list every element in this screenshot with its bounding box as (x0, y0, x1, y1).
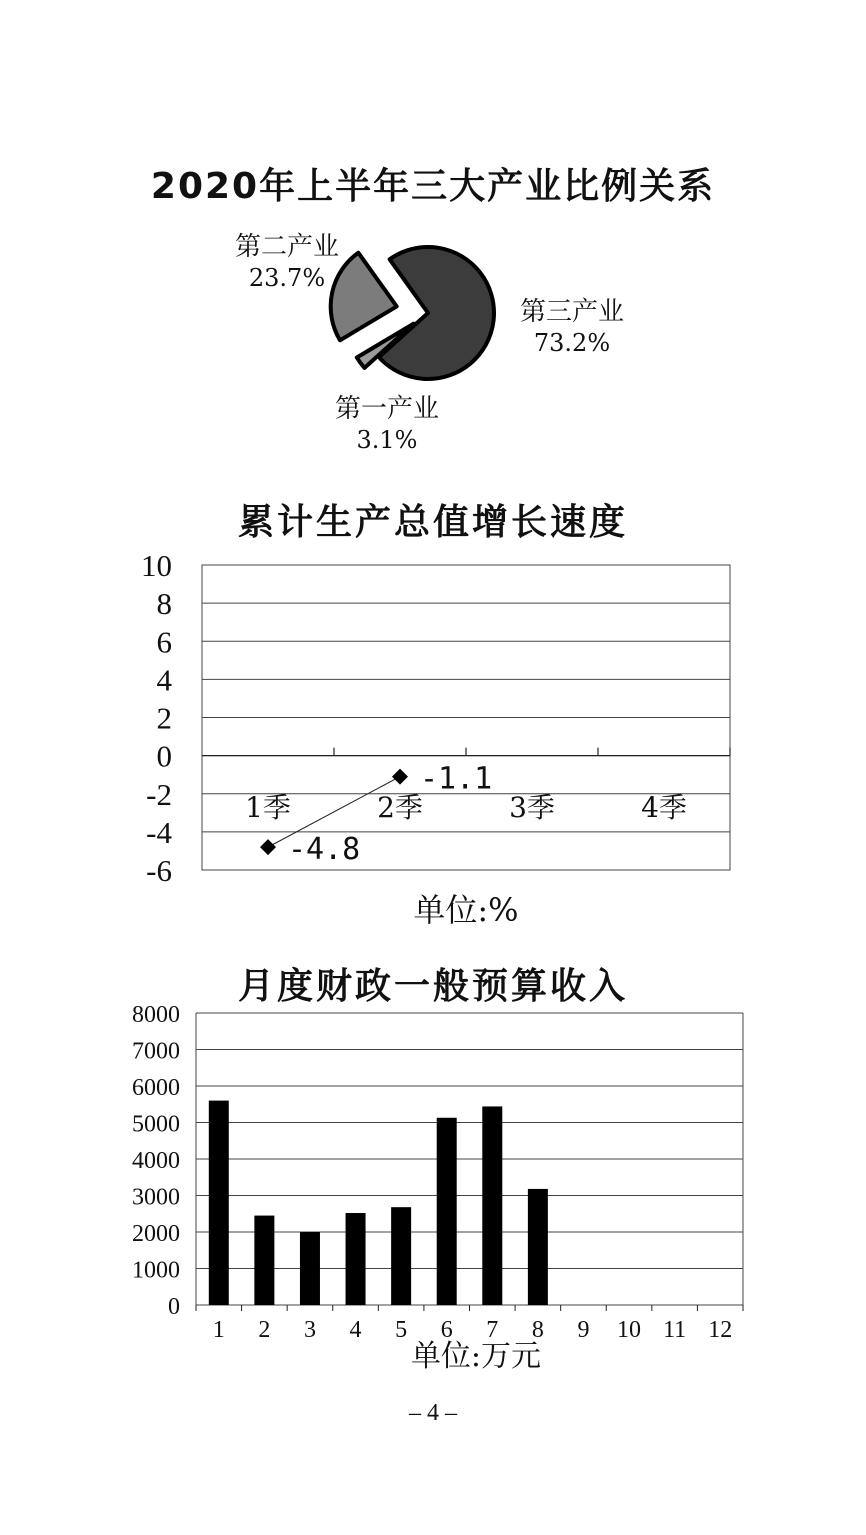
data-point-marker (392, 769, 408, 785)
x-tick-label: 2 (258, 1317, 271, 1343)
y-tick-label: 8000 (132, 1002, 180, 1028)
x-tick-label: 7 (486, 1317, 499, 1343)
y-tick-label: 6000 (132, 1075, 180, 1101)
x-tick-label: 5 (395, 1317, 408, 1343)
y-tick-label: 0 (168, 1294, 180, 1320)
y-tick-label: 0 (156, 738, 172, 774)
x-category-label: 2季 (377, 790, 423, 824)
y-tick-label: 2 (156, 700, 172, 736)
pie-slice-secondary (331, 253, 397, 341)
unit-label: 单位:% (413, 891, 519, 929)
x-category-label: 1季 (245, 790, 291, 824)
y-tick-label: 10 (141, 548, 172, 583)
pie-chart (0, 220, 866, 460)
data-label: -1.1 (420, 761, 493, 797)
pie-label-value-tertiary: 73.2% (533, 329, 611, 357)
bar (528, 1189, 548, 1305)
pie-label-value-secondary: 23.7% (248, 264, 326, 292)
y-tick-label: 1000 (132, 1257, 180, 1284)
page-number: – 4 – (409, 1400, 457, 1426)
bar (254, 1216, 274, 1305)
y-tick-label: 3000 (132, 1184, 180, 1211)
x-tick-label: 6 (440, 1317, 453, 1343)
y-tick-label: 4 (156, 662, 172, 698)
bar (209, 1101, 229, 1305)
y-tick-label: -6 (146, 853, 172, 888)
bar-chart (0, 1000, 866, 1380)
x-tick-label: 1 (212, 1317, 225, 1343)
bar (437, 1118, 457, 1305)
y-tick-label: 8 (156, 586, 172, 622)
y-tick-label: -4 (146, 814, 172, 850)
pie-chart-title: 2020年上半年三大产业比例关系 (150, 166, 716, 207)
pie-slice-tertiary (379, 247, 494, 379)
y-tick-label: 2000 (132, 1221, 180, 1247)
x-tick-label: 3 (303, 1317, 316, 1343)
x-tick-label: 10 (617, 1317, 642, 1343)
pie-label-name-primary: 第一产业 (334, 394, 440, 424)
line-chart-title: 累计生产总值增长速度 (237, 502, 628, 543)
pie-label-value-primary: 3.1% (356, 426, 418, 454)
x-category-label: 3季 (509, 790, 555, 824)
y-tick-label: 4000 (132, 1148, 180, 1174)
bar (391, 1207, 411, 1305)
bar-chart-title: 月度财政一般预算收入 (237, 966, 628, 1007)
data-point-marker (260, 839, 276, 855)
y-tick-label: -2 (146, 776, 172, 812)
pie-label-name-secondary: 第二产业 (234, 232, 340, 262)
y-tick-label: 7000 (132, 1038, 180, 1065)
bar (300, 1232, 320, 1305)
data-label: -4.8 (288, 832, 361, 868)
x-tick-label: 8 (531, 1317, 544, 1343)
x-tick-label: 12 (708, 1317, 733, 1343)
x-tick-label: 9 (577, 1317, 590, 1343)
bar (346, 1213, 366, 1305)
x-tick-label: 11 (663, 1317, 687, 1343)
x-tick-label: 4 (349, 1317, 362, 1343)
line-chart (0, 545, 866, 940)
y-tick-label: 5000 (132, 1111, 180, 1138)
unit-label: 单位:万元 (410, 1339, 542, 1374)
x-category-label: 4季 (641, 790, 687, 824)
bar (482, 1106, 502, 1305)
y-tick-label: 6 (156, 624, 172, 660)
pie-label-name-tertiary: 第三产业 (519, 297, 625, 327)
